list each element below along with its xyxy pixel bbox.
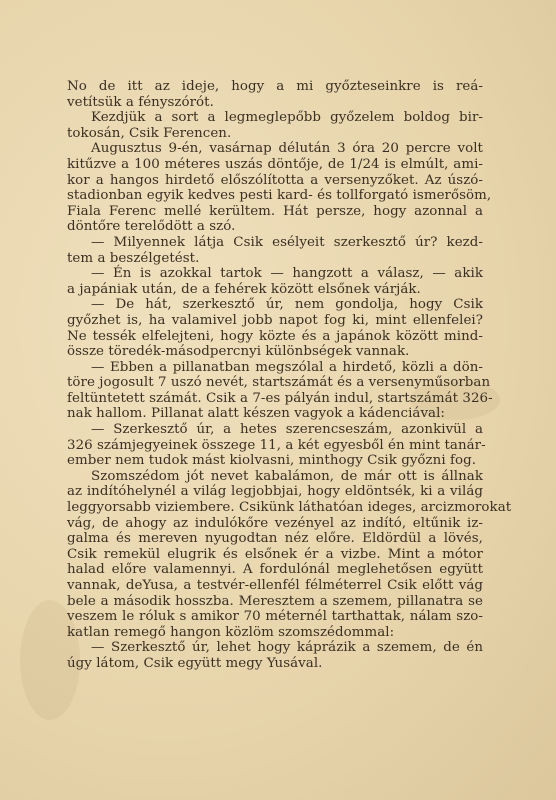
paragraph bbox=[67, 468, 512, 641]
text-line: katlan remegő hangon közlöm szomszédommal: bbox=[67, 624, 395, 640]
text-line: galma és mereven nyugodtan néz előre. Eldördül a lövés, bbox=[67, 531, 483, 547]
text-line: vág, de ahogy az indulókőre vezényel az indító, eltűnik iz- bbox=[67, 515, 483, 531]
paragraph bbox=[67, 359, 493, 422]
text-line: feltüntetett számát. Csik a 7-es pályán indul, startszámát 326- bbox=[67, 390, 493, 406]
paragraph bbox=[67, 422, 486, 469]
text-line: a japániak után, de a fehérek között elsőnek várják. bbox=[67, 281, 421, 297]
text-line: — Ebben a pillanatban megszólal a hirdető, közli a dön- bbox=[91, 359, 483, 375]
text-line: tem a beszélgetést. bbox=[67, 250, 200, 266]
paragraph bbox=[67, 79, 483, 110]
text-line: vetítsük a fényszórót. bbox=[67, 94, 214, 110]
text-line: — Szerkesztő úr, a hetes szerencseszám, azonkivül a bbox=[91, 422, 483, 438]
text-line: Fiala Ferenc mellé kerültem. Hát persze, hogy azonnal a bbox=[67, 203, 483, 219]
text-line: győzhet is, ha valamivel jobb napot fog ki, mint ellenfelei? bbox=[67, 312, 483, 328]
text-line: össze töredék-másodpercnyi különbségek vannak. bbox=[67, 344, 410, 360]
text-line: — De hát, szerkesztő úr, nem gondolja, hogy Csik bbox=[91, 297, 483, 313]
paragraph bbox=[67, 110, 483, 141]
text-line: Szomszédom jót nevet kabalámon, de már ott is állnak bbox=[91, 468, 483, 484]
text-line: Kezdjük a sort a legmeglepőbb győzelem boldog bir- bbox=[91, 110, 483, 126]
text-line: Ne tessék elfelejteni, hogy közte és a japánok között mind- bbox=[67, 328, 483, 344]
text-line: — Milyennek látja Csik esélyeit szerkesztő úr? kezd- bbox=[91, 234, 483, 250]
text-line: töre jogosult 7 uszó nevét, startszámát és a versenyműsorban bbox=[67, 375, 491, 391]
paragraph bbox=[67, 266, 483, 297]
document-page bbox=[67, 79, 512, 672]
paragraph bbox=[67, 235, 483, 266]
text-line: tokosán, Csik Ferencen. bbox=[67, 125, 232, 141]
text-line: — Én is azokkal tartok — hangzott a válasz, — akik bbox=[91, 266, 483, 282]
text-line: döntőre terelődött a szó. bbox=[67, 219, 236, 235]
paragraph bbox=[67, 640, 483, 671]
text-line: nak hallom. Pillanat alatt készen vagyok a kádenciával: bbox=[67, 406, 445, 422]
text-line: halad előre valamennyi. A fordulónál meglehetősen együtt bbox=[67, 562, 483, 578]
text-line: Csik remekül elugrik és elsőnek ér a vizbe. Mint a mótor bbox=[67, 546, 483, 562]
text-line: leggyorsabb viziembere. Csikünk láthatóan ideges, arcizmorokat bbox=[67, 500, 512, 516]
text-line: kitűzve a 100 méteres uszás döntője, de 1/24 is elmúlt, ami- bbox=[67, 156, 483, 172]
paragraph bbox=[67, 297, 483, 359]
text-line: az indítóhelynél a világ legjobbjai, hogy eldöntsék, ki a világ bbox=[67, 484, 483, 500]
text-line: veszem le róluk s amikor 70 méternél tarthattak, nálam szo- bbox=[67, 609, 483, 625]
text-line: — Szerkesztő úr, lehet hogy káprázik a szemem, de én bbox=[91, 640, 483, 656]
text-line: kor a hangos hirdető előszólította a versenyzőket. Az úszó- bbox=[67, 172, 483, 188]
text-line: úgy látom, Csik együtt megy Yusával. bbox=[67, 655, 323, 671]
text-line: 326 számjegyeinek összege 11, a két egyesből én mint tanár- bbox=[67, 437, 486, 453]
text-line: vannak, deYusa, a testvér-ellenfél félméterrel Csik előtt vág bbox=[67, 578, 483, 593]
text-line: ember nem tudok mást kiolvasni, minthogy Csik győzni fog. bbox=[67, 453, 477, 469]
text-line: stadionban egyik kedves pesti kard- és tollforgató ismerősöm, bbox=[67, 188, 492, 204]
paragraph bbox=[67, 141, 492, 235]
text-line: Augusztus 9-én, vasárnap délután 3 óra 20 percre volt bbox=[91, 141, 483, 157]
text-line: No de itt az ideje, hogy a mi győzteseinkre is reá- bbox=[67, 79, 483, 94]
text-line: bele a második hosszba. Meresztem a szemem, pillanatra se bbox=[67, 593, 483, 609]
